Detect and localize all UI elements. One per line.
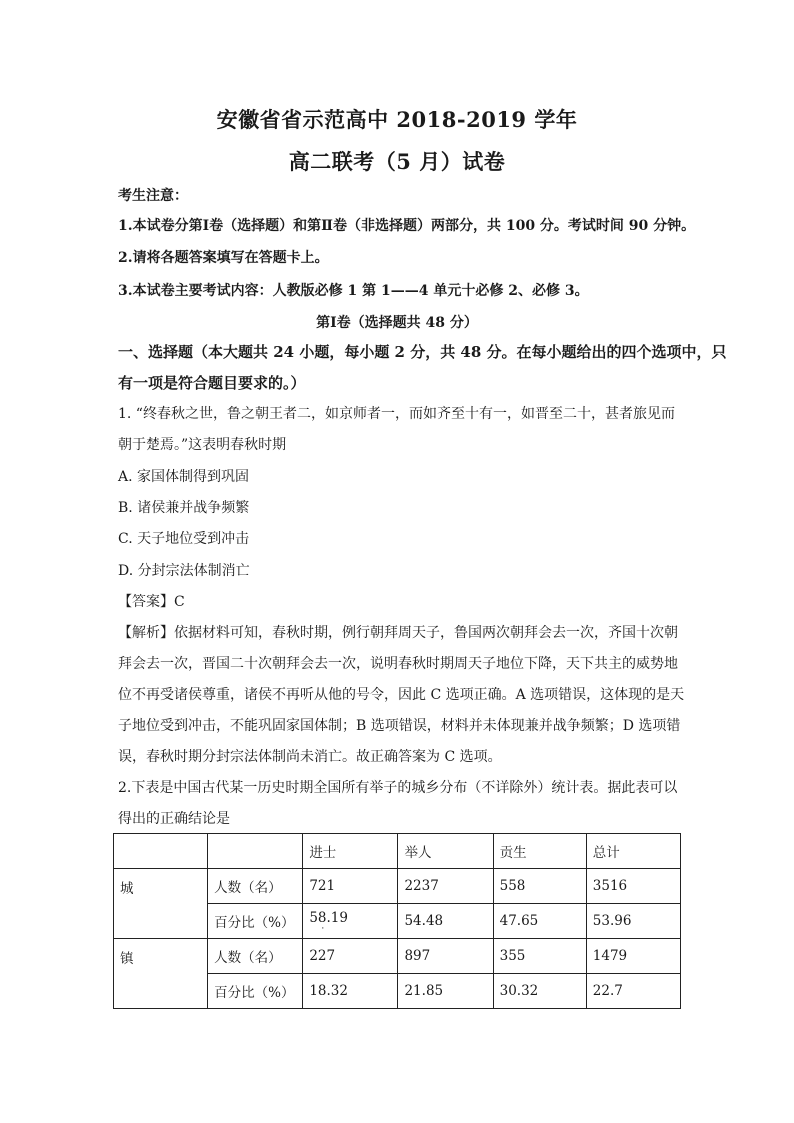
section-heading: 第Ⅰ卷（选择题共 48 分）: [316, 315, 478, 331]
notice-item-1: 1.本试卷分第Ⅰ卷（选择题）和第Ⅱ卷（非选择题）两部分，共 100 分。考试时间 90 分钟。: [118, 218, 696, 234]
region-label-city: 城: [114, 869, 208, 939]
table-cell: 18.32: [303, 974, 398, 1009]
table-cell: 227: [303, 939, 398, 974]
table-cell: 355: [493, 939, 586, 974]
q1-analysis-line4: 子地位受到冲击，不能巩固家国体制；B 选项错误，材料并未体现兼并战争频繁；D 选项错: [118, 718, 681, 734]
exam-title-line1: 安徽省省示范高中 2018-2019 学年: [216, 107, 578, 132]
table-cell: 22.7: [586, 974, 680, 1009]
section-instructions-line2: 有一项是符合题目要求的。）: [118, 374, 306, 392]
table-cell: 58.19 ·: [303, 904, 398, 939]
table-row-city-count: [114, 869, 681, 904]
q1-analysis-line2: 拜会去一次，晋国二十次朝拜会去一次，说明春秋时期周天子地位下降，天下共主的威势地: [118, 656, 678, 672]
table-cell: 21.85: [398, 974, 493, 1009]
row-label-percent: 百分比（%）: [208, 904, 303, 939]
notice-item-2: 2.请将各题答案填写在答题卡上。: [118, 250, 329, 266]
region-label-town: 镇: [114, 939, 208, 1009]
notice-item-3: 3.本试卷主要考试内容：人教版必修 1 第 1——4 单元十必修 2、必修 3。: [118, 283, 589, 299]
table-cell: 54.48: [398, 904, 493, 939]
row-label-percent: 百分比（%）: [208, 974, 303, 1009]
header-cell-empty-1: [114, 834, 208, 869]
table-cell: 897: [398, 939, 493, 974]
table-cell: 47.65: [493, 904, 586, 939]
q1-answer: 【答案】C: [118, 594, 185, 610]
q2-stem-line1: 2.下表是中国古代某一历史时期全国所有举子的城乡分布（不详除外）统计表。据此表可以: [118, 780, 678, 796]
notice-heading: 考生注意：: [118, 188, 188, 204]
table-cell: 3516: [586, 869, 680, 904]
q1-stem-line1: 1. “终春秋之世，鲁之朝王者二，如京师者一，而如齐至十有一，如晋至二十，甚者旅见而: [118, 406, 675, 422]
q1-option-a: A. 家国体制得到巩固: [118, 469, 250, 485]
section-instructions-line1: 一、选择题（本大题共 24 小题，每小题 2 分，共 48 分。在每小题给出的四个选项中，只: [118, 343, 727, 361]
q1-option-b: B. 诸侯兼并战争频繁: [118, 500, 250, 516]
table-cell: 2237: [398, 869, 493, 904]
table-cell: 721: [303, 869, 398, 904]
exam-title-line2: 高二联考（5 月）试卷: [288, 149, 506, 174]
q1-option-d: D. 分封宗法体制消亡: [118, 563, 250, 579]
header-cell-gongsheng: 贡生: [493, 834, 586, 869]
header-cell-empty-2: [208, 834, 303, 869]
table-cell: 30.32: [493, 974, 586, 1009]
header-cell-juren: 举人: [398, 834, 493, 869]
header-cell-total: 总计: [586, 834, 680, 869]
q1-stem-line2: 朝于楚焉。”这表明春秋时期: [118, 437, 287, 453]
q1-analysis-line1: 【解析】依据材料可知，春秋时期，例行朝拜周天子，鲁国两次朝拜会去一次，齐国十次朝: [118, 625, 678, 641]
q1-analysis-line5: 误，春秋时期分封宗法体制尚未消亡。故正确答案为 C 选项。: [118, 749, 502, 765]
table-header-row: [114, 834, 681, 869]
table-row-town-count: [114, 939, 681, 974]
table-cell: 1479: [586, 939, 680, 974]
table-cell: 53.96: [586, 904, 680, 939]
table-cell: 558: [493, 869, 586, 904]
statistics-table: [113, 833, 681, 1009]
row-label-count: 人数（名）: [208, 939, 303, 974]
header-cell-jinshi: 进士: [303, 834, 398, 869]
q1-option-c: C. 天子地位受到冲击: [118, 531, 250, 547]
q1-analysis-line3: 位不再受诸侯尊重，诸侯不再听从他的号令，因此 C 选项正确。A 选项错误，这体现的是天: [118, 687, 685, 703]
row-label-count: 人数（名）: [208, 869, 303, 904]
q2-stem-line2: 得出的正确结论是: [118, 811, 230, 827]
